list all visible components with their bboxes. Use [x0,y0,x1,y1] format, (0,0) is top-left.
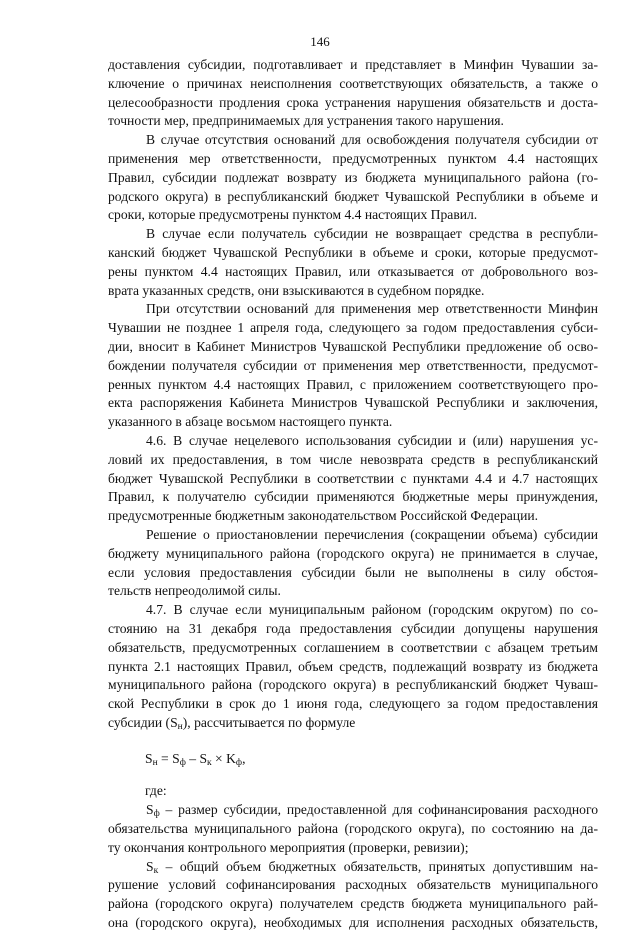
document-body [108,56,598,933]
paragraph [108,432,598,526]
formula-sub: ф [179,757,186,768]
text-line: ренных пунктом 4.4 настоящих Правил, с приложением соответствующего про- [108,376,598,392]
text-line: Чувашии не позднее 1 апреля года, следующего за годом предоставления субси- [108,320,598,336]
text-line: дии, вносит в Кабинет Министров Чувашской Республики предложение об осво- [108,338,598,354]
formula-s: S [145,750,153,766]
text-line: рены пунктом 4.4 настоящих Правил, или отказывается от добровольного воз- [108,263,598,279]
text-line: обязательства муниципального района (городского округа), по состоянию на да- [108,821,598,837]
intro-after: ), рассчитывается по формуле [182,714,356,730]
paragraph [108,131,598,225]
text-line: 4.7. В случае если муниципальным районом (городским округом) по со- [146,602,598,618]
text-line [108,801,598,820]
text-line: бождении получателя субсидии от применения мер ответственности, предусмот- [108,357,598,373]
def-text: – общий объем бюджетных обязательств, принятых допустившим на- [158,858,598,874]
paragraph [108,300,598,432]
text-line: Решение о приостановлении перечисления (сокращении объема) субсидии [146,526,598,542]
text-line: целесообразности продления срока устранения нарушения обязательств и доста- [108,94,598,110]
text-line: канский бюджет Чувашской Республики в объеме и сроки, которые предусмот- [108,244,598,260]
formula-end: , [242,750,246,766]
definition [108,801,598,857]
text-line: родского округа) в республиканский бюджет Чувашской Республики в объеме и [108,188,598,204]
intro-before: субсидии (S [108,714,178,730]
paragraph [108,526,598,601]
text-line: При отсутствии оснований для применения мер ответственности Минфин [146,301,598,317]
where-label: где: [145,783,167,799]
text-line: В случае отсутствия оснований для освобождения получателя субсидии от [146,132,598,148]
paragraph [108,601,598,714]
formula-minus: – [185,750,200,766]
text-line: муниципального района (городского округа) в республиканский бюджет Чуваш- [108,677,598,693]
text-line: указанного в абзаце восьмом настоящего пункта. [108,414,393,430]
text-line: ской Республики в срок до 1 июня года, следующего за годом предоставления [108,696,598,712]
text-line: ту окончания контрольного мероприятия (проверки, ревизии); [108,839,469,855]
text-line: врата указанных средств, они взыскиваются в судебном порядке. [108,282,485,298]
intro-sub: н [177,721,183,732]
def-sub: к [153,865,159,876]
text-line: ловий их предоставления, в том числе невозврата средств в республиканский [108,451,598,467]
text-line [108,858,598,877]
def-symbol: S [146,802,154,818]
formula-sub: к [207,757,212,768]
text-line: применения мер ответственности, предусмотренных пунктом 4.4 настоящих [108,150,598,166]
text-line: предусмотренные бюджетным законодательством Российской Федерации. [108,508,539,524]
formula-intro [108,714,598,733]
text-line: Правил, к получателю субсидии применяются бюджетные меры принуждения, [108,489,598,505]
def-text: – размер субсидии, предоставленной для софинансирования расходного [159,802,598,818]
text-line: рушение условий софинансирования расходных обязательств муниципального [108,877,598,893]
text-line: сроки, которые предусмотрены пунктом 4.4 настоящих Правил. [108,207,478,223]
text-line: В случае если получатель субсидии не возвращает средства в республи- [146,226,598,242]
formula-times: × [211,750,227,766]
formula-sub: н [152,757,158,768]
text-line: она (городского округа), необходимых для исполнения расходных обязательств, [108,915,598,931]
formula [145,750,598,769]
formula-eq: = [157,750,173,766]
text-line: ключение о причинах неисполнения соответствующих обязательств, а также о [108,75,598,91]
text-line: бюджет Чувашской Республики в соответствии с пунктами 4.4 и 4.7 настоящих [108,470,598,486]
text-line: обязательств, предусмотренных соглашением в соответствии с абзацем третьим [108,639,598,655]
text-line: района (городского округа) получателем средств бюджета муниципального рай- [108,896,598,912]
text-line: если условия предоставления субсидии были не выполнены в силу обстоя- [108,564,598,580]
paragraph [108,225,598,300]
text-line: 4.6. В случае нецелевого использования субсидии и (или) нарушения ус- [146,432,598,448]
text-line: доставления субсидии, подготавливает и представляет в Минфин Чувашии за- [108,57,598,72]
page-number: 146 [310,34,330,49]
paragraph [108,56,598,131]
formula-s: S [172,750,180,766]
text-line: екта распоряжения Кабинета Министров Чувашской Республики и заключения, [108,395,598,411]
definition [108,858,598,933]
text-line: Правил, субсидии подлежат возврату из бюджета муниципального района (го- [108,169,598,185]
text-line: бюджету муниципального района (городского округа) не принимается в случае, [108,545,598,561]
text-line: точности мер, предпринимаемых для устранения такого нарушения. [108,113,504,129]
formula-sub: ф [235,757,243,768]
def-symbol: S [146,858,154,874]
text-line: стоянию на 31 декабря года предоставления субсидии допущены нарушения [108,620,598,636]
formula-k: K [226,750,236,766]
formula-s: S [199,750,207,766]
text-line: пункта 2.1 настоящих Правил, объем средств, подлежащий возврату из бюджета [108,658,598,674]
text-line: тельств непреодолимой силы. [108,583,281,599]
def-sub: ф [153,809,160,820]
